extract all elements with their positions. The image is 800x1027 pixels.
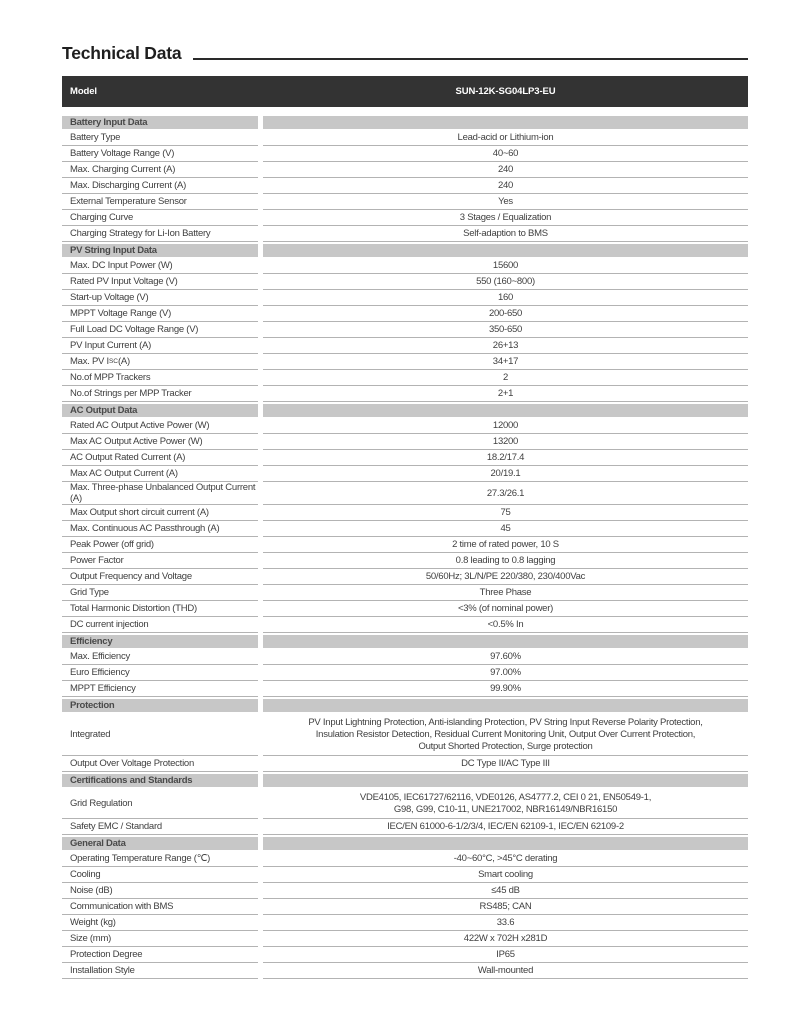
row-value: Yes: [263, 194, 748, 210]
table-row: [62, 194, 748, 210]
row-value: 15600: [263, 258, 748, 274]
table-row: [62, 867, 748, 883]
row-label: No.of MPP Trackers: [62, 370, 258, 386]
table-row: [62, 521, 748, 537]
row-value: 13200: [263, 434, 748, 450]
row-value: Three Phase: [263, 585, 748, 601]
table-row: [62, 338, 748, 354]
section-header-filler: [263, 244, 748, 257]
table-row: [62, 322, 748, 338]
row-label: Weight (kg): [62, 915, 258, 931]
table-row: [62, 713, 748, 756]
table-row: [62, 130, 748, 146]
row-label: Communication with BMS: [62, 899, 258, 915]
row-label: Max AC Output Current (A): [62, 466, 258, 482]
table-row: [62, 162, 748, 178]
row-value: -40~60°C, >45°C derating: [263, 851, 748, 867]
section-header-row: [62, 835, 748, 851]
section-header-row: [62, 772, 748, 788]
title-underline: [193, 58, 748, 60]
section-header-row: [62, 402, 748, 418]
row-value: 550 (160~800): [263, 274, 748, 290]
table-row: [62, 915, 748, 931]
row-label: Integrated: [62, 713, 258, 756]
row-label: Charging Curve: [62, 210, 258, 226]
row-value: 33.6: [263, 915, 748, 931]
row-label: MPPT Efficiency: [62, 681, 258, 697]
row-label: DC current injection: [62, 617, 258, 633]
row-value: 99.90%: [263, 681, 748, 697]
table-row: [62, 537, 748, 553]
row-value: 18.2/17.4: [263, 450, 748, 466]
row-label: Euro Efficiency: [62, 665, 258, 681]
row-label: External Temperature Sensor: [62, 194, 258, 210]
row-value: 75: [263, 505, 748, 521]
table-row: [62, 466, 748, 482]
table-row: [62, 274, 748, 290]
row-label: Max. DC Input Power (W): [62, 258, 258, 274]
row-value: RS485; CAN: [263, 899, 748, 915]
table-row: [62, 883, 748, 899]
table-row: [62, 617, 748, 633]
table-row: [62, 210, 748, 226]
section-title: PV String Input Data: [62, 244, 258, 257]
row-value: Lead-acid or Lithium-ion: [263, 130, 748, 146]
section-header-filler: [263, 699, 748, 712]
row-label: Battery Voltage Range (V): [62, 146, 258, 162]
table-row: [62, 649, 748, 665]
row-value: 45: [263, 521, 748, 537]
section-header-filler: [263, 837, 748, 850]
row-value: 97.00%: [263, 665, 748, 681]
row-label: Power Factor: [62, 553, 258, 569]
table-row: [62, 434, 748, 450]
row-label: Max. Charging Current (A): [62, 162, 258, 178]
row-value: 3 Stages / Equalization: [263, 210, 748, 226]
section-header-filler: [263, 774, 748, 787]
row-label: Rated PV Input Voltage (V): [62, 274, 258, 290]
table-row: [62, 482, 748, 505]
row-label: Max. Discharging Current (A): [62, 178, 258, 194]
row-label: Grid Regulation: [62, 788, 258, 819]
table-row: [62, 290, 748, 306]
row-value: ≤45 dB: [263, 883, 748, 899]
row-value: 2+1: [263, 386, 748, 402]
model-label: Model: [70, 86, 97, 97]
row-label: Battery Type: [62, 130, 258, 146]
row-label: PV Input Current (A): [62, 338, 258, 354]
row-value: PV Input Lightning Protection, Anti-islanding Protection, PV String Input Reverse Polarity Protection, Insulation Resistor Detection, Residual Current Monitoring Unit, Output Over Current Protection, Output Shorted Protection, Surge protection: [263, 713, 748, 756]
row-label: AC Output Rated Current (A): [62, 450, 258, 466]
table-row: [62, 851, 748, 867]
row-value: 200-650: [263, 306, 748, 322]
section-title: General Data: [62, 837, 258, 850]
section-header-row: [62, 697, 748, 713]
row-value: IEC/EN 61000-6-1/2/3/4, IEC/EN 62109-1, IEC/EN 62109-2: [263, 819, 748, 835]
row-label: No.of Strings per MPP Tracker: [62, 386, 258, 402]
table-row: [62, 601, 748, 617]
table-row: [62, 146, 748, 162]
row-label: Cooling: [62, 867, 258, 883]
row-label: Max. Continuous AC Passthrough (A): [62, 521, 258, 537]
row-value: DC Type II/AC Type III: [263, 756, 748, 772]
row-value: 422W x 702H x281D: [263, 931, 748, 947]
section-title: Certifications and Standards: [62, 774, 258, 787]
row-value: <0.5% In: [263, 617, 748, 633]
title-row: [62, 40, 748, 64]
row-value: IP65: [263, 947, 748, 963]
row-label: Start-up Voltage (V): [62, 290, 258, 306]
table-row: [62, 899, 748, 915]
table-row: [62, 450, 748, 466]
row-value: Self-adaption to BMS: [263, 226, 748, 242]
row-value: 34+17: [263, 354, 748, 370]
row-value: 97.60%: [263, 649, 748, 665]
row-label: Protection Degree: [62, 947, 258, 963]
row-label: Peak Power (off grid): [62, 537, 258, 553]
row-value: 26+13: [263, 338, 748, 354]
row-label: Output Over Voltage Protection: [62, 756, 258, 772]
row-label: Operating Temperature Range (℃): [62, 851, 258, 867]
section-header-row: [62, 114, 748, 130]
table-row: [62, 819, 748, 835]
spec-table: [62, 114, 748, 979]
row-value: <3% (of nominal power): [263, 601, 748, 617]
table-row: [62, 665, 748, 681]
table-row: [62, 788, 748, 819]
table-row: [62, 505, 748, 521]
row-value: Smart cooling: [263, 867, 748, 883]
row-value: 20/19.1: [263, 466, 748, 482]
row-value: 27.3/26.1: [263, 482, 748, 505]
section-header-filler: [263, 635, 748, 648]
row-label: Output Frequency and Voltage: [62, 569, 258, 585]
row-value: 40~60: [263, 146, 748, 162]
row-value: 2 time of rated power, 10 S: [263, 537, 748, 553]
model-value: SUN-12K-SG04LP3-EU: [455, 86, 556, 97]
table-row: [62, 756, 748, 772]
row-label: Charging Strategy for Li-Ion Battery: [62, 226, 258, 242]
row-value: VDE4105, IEC61727/62116, VDE0126, AS4777.2, CEI 0 21, EN50549-1, G98, G99, C10-11, UNE217002, NBR16149/NBR16150: [263, 788, 748, 819]
table-row: [62, 569, 748, 585]
row-value: 350-650: [263, 322, 748, 338]
row-value: 50/60Hz; 3L/N/PE 220/380, 230/400Vac: [263, 569, 748, 585]
section-header-row: [62, 633, 748, 649]
table-row: [62, 370, 748, 386]
table-row: [62, 178, 748, 194]
model-bar: [62, 76, 748, 107]
row-label: Total Harmonic Distortion (THD): [62, 601, 258, 617]
section-title: Protection: [62, 699, 258, 712]
section-header-filler: [263, 116, 748, 129]
row-value: 12000: [263, 418, 748, 434]
table-row: [62, 226, 748, 242]
row-label: Size (mm): [62, 931, 258, 947]
page-title: Technical Data: [62, 43, 182, 63]
row-label: Grid Type: [62, 585, 258, 601]
table-row: [62, 386, 748, 402]
row-label: Safety EMC / Standard: [62, 819, 258, 835]
section-header-filler: [263, 404, 748, 417]
row-label: MPPT Voltage Range (V): [62, 306, 258, 322]
row-value: 240: [263, 178, 748, 194]
table-row: [62, 553, 748, 569]
table-row: [62, 354, 748, 370]
row-label: Installation Style: [62, 963, 258, 979]
row-label: Max. PV I SC (A): [62, 354, 258, 370]
table-row: [62, 931, 748, 947]
row-value: 2: [263, 370, 748, 386]
table-row: [62, 963, 748, 979]
row-label: Rated AC Output Active Power (W): [62, 418, 258, 434]
row-label: Max. Efficiency: [62, 649, 258, 665]
table-row: [62, 681, 748, 697]
row-value: 0.8 leading to 0.8 lagging: [263, 553, 748, 569]
section-title: Efficiency: [62, 635, 258, 648]
section-header-row: [62, 242, 748, 258]
table-row: [62, 585, 748, 601]
section-title: AC Output Data: [62, 404, 258, 417]
row-value: 160: [263, 290, 748, 306]
row-value: 240: [263, 162, 748, 178]
row-label: Max AC Output Active Power (W): [62, 434, 258, 450]
table-row: [62, 306, 748, 322]
table-row: [62, 947, 748, 963]
table-row: [62, 258, 748, 274]
table-row: [62, 418, 748, 434]
row-value: Wall-mounted: [263, 963, 748, 979]
row-label: Max. Three-phase Unbalanced Output Current (A): [62, 482, 258, 505]
section-title: Battery Input Data: [62, 116, 258, 129]
row-label: Full Load DC Voltage Range (V): [62, 322, 258, 338]
row-label: Max Output short circuit current (A): [62, 505, 258, 521]
row-label: Noise (dB): [62, 883, 258, 899]
